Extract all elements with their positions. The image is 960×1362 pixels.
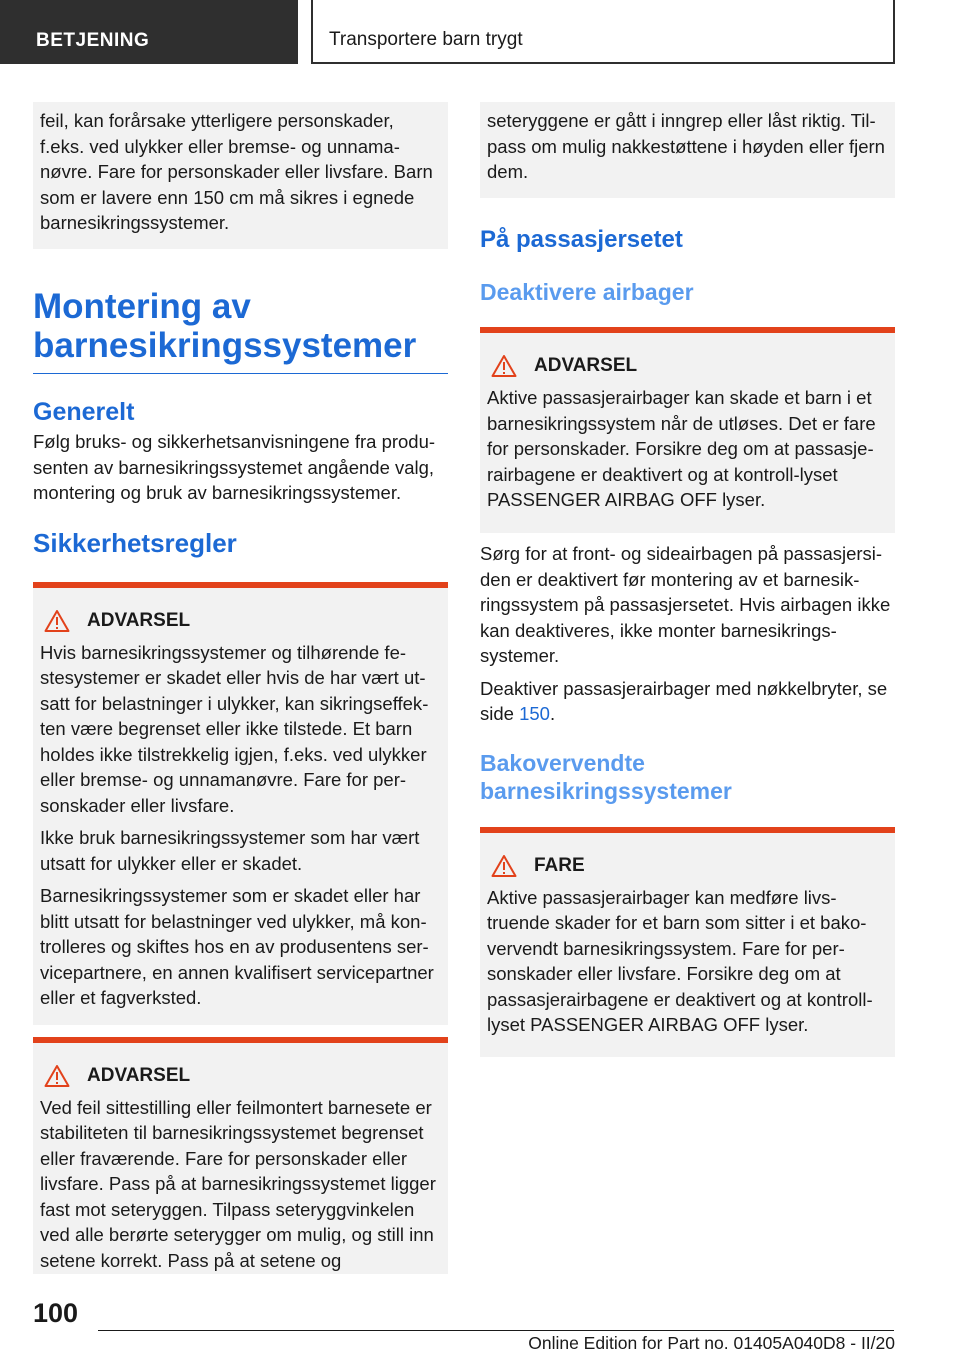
passenger-heading: På passasjersetet (480, 226, 683, 253)
section-title: Montering av barnesikringssystemer (33, 287, 448, 374)
warning-header (40, 1063, 440, 1089)
warning-label: ADVARSEL (87, 609, 191, 631)
warning-box (33, 582, 448, 1025)
body-paragraph (480, 676, 895, 727)
deactivate-heading: Deaktivere airbager (480, 279, 694, 305)
rear-facing-heading: Bakovervendte barnesikringssystemer (480, 749, 732, 804)
page-number: 100 (33, 1298, 79, 1328)
body-text: . (549, 703, 556, 724)
danger-box (480, 827, 895, 1057)
general-heading: Generelt (33, 398, 135, 426)
warning-triangle-icon (44, 609, 70, 633)
warning-text: Aktive passasjerairbager kan skade et barn i et barnesikringssystem når de utløses. Det er fare for personskader. Forsikre deg om at passasjerairbagene er deaktivert og at kontroll-lyset PASSENGER AIRBAG OFF lyser. (487, 387, 876, 510)
continued-warning-text: feil, kan forårsake ytterligere personskader, f.eks. ved ulykker eller bremse- og unnamanøvre. Fare for personskader eller livsfare. Barn som er lavere enn 150 cm må sikres i egnede barnesikringssystemer. (40, 110, 433, 233)
header-topic-title: Transportere barn trygt (311, 0, 895, 64)
warning-text: Ved feil sittestilling eller feilmontert barnesete er stabiliteten til barnesikringssystemet begrenset eller fraværende. Fare for personskader eller livsfare. Pass på at barnesikringssystemet ligger fast mot seteryggen. Tilpass seteryggvinkelen ved alle berørte seterygger om mulig, og still inn setene korrekt. Pass på at setene og (40, 1096, 436, 1271)
warning-triangle-icon (491, 854, 517, 878)
danger-text: Aktive passasjerairbager kan medføre livstruende skader for et barn som sitter i et bakovervendt barnesikringssystem. Fare for personskader eller livsfare. Forsikre deg om at passasjerairbagene er deaktivert og at kontroll-lyset PASSENGER AIRBAG OFF lyser. (487, 886, 873, 1035)
body-paragraph: Sørg for at front- og sideairbagen på passasjersiden er deaktivert før montering av et barnesikringssystem på passasjersetet. Hvis airbagen ikke kan deaktiveres, ikke monter barnesikringssystemer. (480, 543, 891, 666)
left-column (33, 102, 448, 1274)
warning-paragraph: Ikke bruk barnesikringssystemer som har vært utsatt for ulykker eller er skadet. (40, 827, 420, 874)
page-reference-link[interactable]: 150 (519, 703, 550, 724)
footer-divider (98, 1330, 894, 1331)
warning-triangle-icon (491, 354, 517, 378)
warning-box (33, 1037, 448, 1274)
safety-heading: Sikkerhetsregler (33, 527, 237, 558)
warning-box (480, 327, 895, 533)
warning-paragraph: Barnesikringssystemer som er skadet eller har blitt utsatt for belastninger ved ulykker, må kontrolleres og skiftes hos en av produsentens servicepartnere, en annen kvalifisert servicepartner eller et fagverksted. (40, 885, 434, 1008)
danger-header (487, 853, 887, 879)
header-section-label: BETJENING (0, 0, 298, 64)
footer-edition-text: Online Edition for Part no. 01405A040D8 - II/20 (528, 1333, 895, 1353)
warning-header (487, 353, 887, 379)
general-text: Følg bruks- og sikkerhetsanvisningene fra produsenten av barnesikringssystemet angående valg, montering og bruk av barnesikringssystemer. (33, 431, 436, 503)
warning-label: ADVARSEL (87, 1064, 191, 1086)
danger-label: FARE (534, 854, 585, 876)
continued-warning-box (480, 102, 895, 198)
right-column (480, 102, 895, 1057)
warning-paragraph: Hvis barnesikringssystemer og tilhørende festesystemer er skadet eller hvis de har vært utsatt for belastninger i ulykker, kan sikringseffekten være begrenset eller ikke tilstede. Et barn holdes ikke tilstrekkelig igjen, f.eks. ved ulykker eller bremse- og unnamanøvre. Fare for personskader eller livsfare. (40, 641, 429, 816)
continued-warning-text: seteryggene er gått i inngrep eller låst riktig. Tilpass om mulig nakkestøttene i høyden eller fjern dem. (487, 110, 885, 182)
continued-warning-box (33, 102, 448, 249)
warning-triangle-icon (44, 1064, 70, 1088)
body-text: Deaktiver passasjerairbager med nøkkelbryter, se side (480, 677, 888, 724)
warning-header (40, 608, 440, 634)
warning-label: ADVARSEL (534, 355, 638, 376)
